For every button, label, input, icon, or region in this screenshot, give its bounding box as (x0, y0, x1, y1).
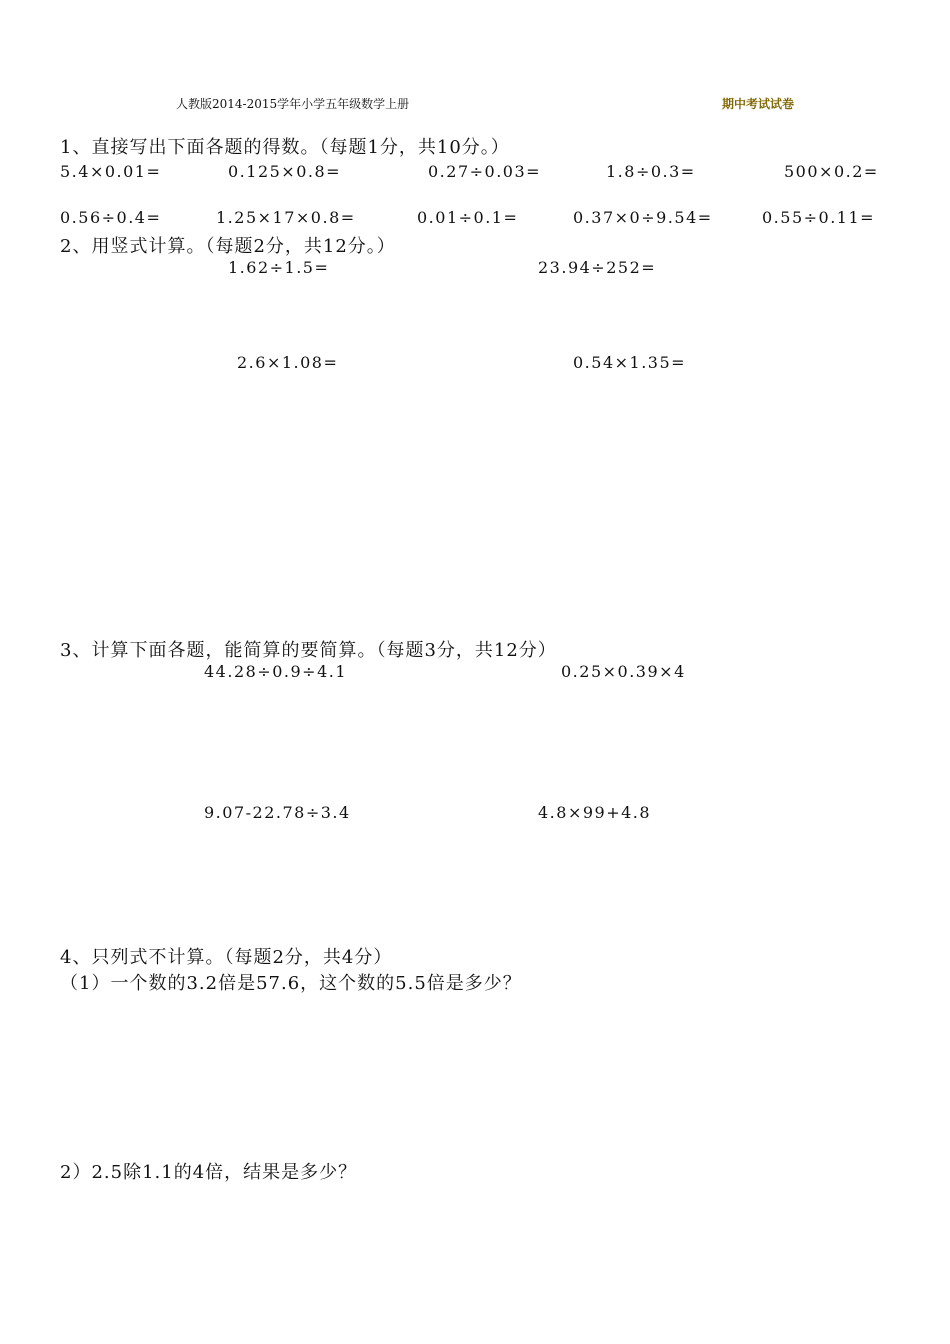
oral-item: 1.25×17×0.8= (216, 208, 356, 227)
word-problem-2: 2）2.5除1.1的4倍，结果是多少？ (60, 1162, 358, 1183)
section2-title: 2、用竖式计算。（每题2分，共12分。） (60, 236, 396, 257)
oral-item: 5.4×0.01= (60, 162, 162, 181)
oral-item: 0.55÷0.11= (762, 208, 876, 227)
simplify-item: 0.25×0.39×4 (561, 662, 686, 681)
simplify-item: 44.28÷0.9÷4.1 (204, 662, 348, 681)
vertical-calc-item: 23.94÷252= (538, 258, 657, 277)
vertical-calc-item: 2.6×1.08= (237, 353, 339, 372)
oral-item: 500×0.2= (784, 162, 879, 181)
simplify-item: 4.8×99+4.8 (538, 803, 652, 822)
header-exam-label: 期中考试试卷 (722, 97, 795, 111)
oral-item: 0.01÷0.1= (417, 208, 519, 227)
section1-title: 1、直接写出下面各题的得数。（每题1分，共10分。） (60, 137, 510, 158)
vertical-calc-item: 1.62÷1.5= (228, 258, 330, 277)
header-title: 人教版2014-2015学年小学五年级数学上册 (176, 97, 410, 111)
word-problem-1: （1）一个数的3.2倍是57.6，这个数的5.5倍是多少？ (60, 973, 522, 994)
section3-title: 3、计算下面各题，能简算的要简算。（每题3分，共12分） (60, 640, 557, 661)
oral-item: 0.125×0.8= (228, 162, 342, 181)
oral-item: 0.37×0÷9.54= (573, 208, 713, 227)
vertical-calc-item: 0.54×1.35= (573, 353, 687, 372)
oral-item: 0.27÷0.03= (428, 162, 542, 181)
oral-item: 1.8÷0.3= (606, 162, 696, 181)
section4-title: 4、只列式不计算。（每题2分，共4分） (60, 947, 393, 968)
simplify-item: 9.07-22.78÷3.4 (204, 803, 351, 822)
oral-item: 0.56÷0.4= (60, 208, 162, 227)
